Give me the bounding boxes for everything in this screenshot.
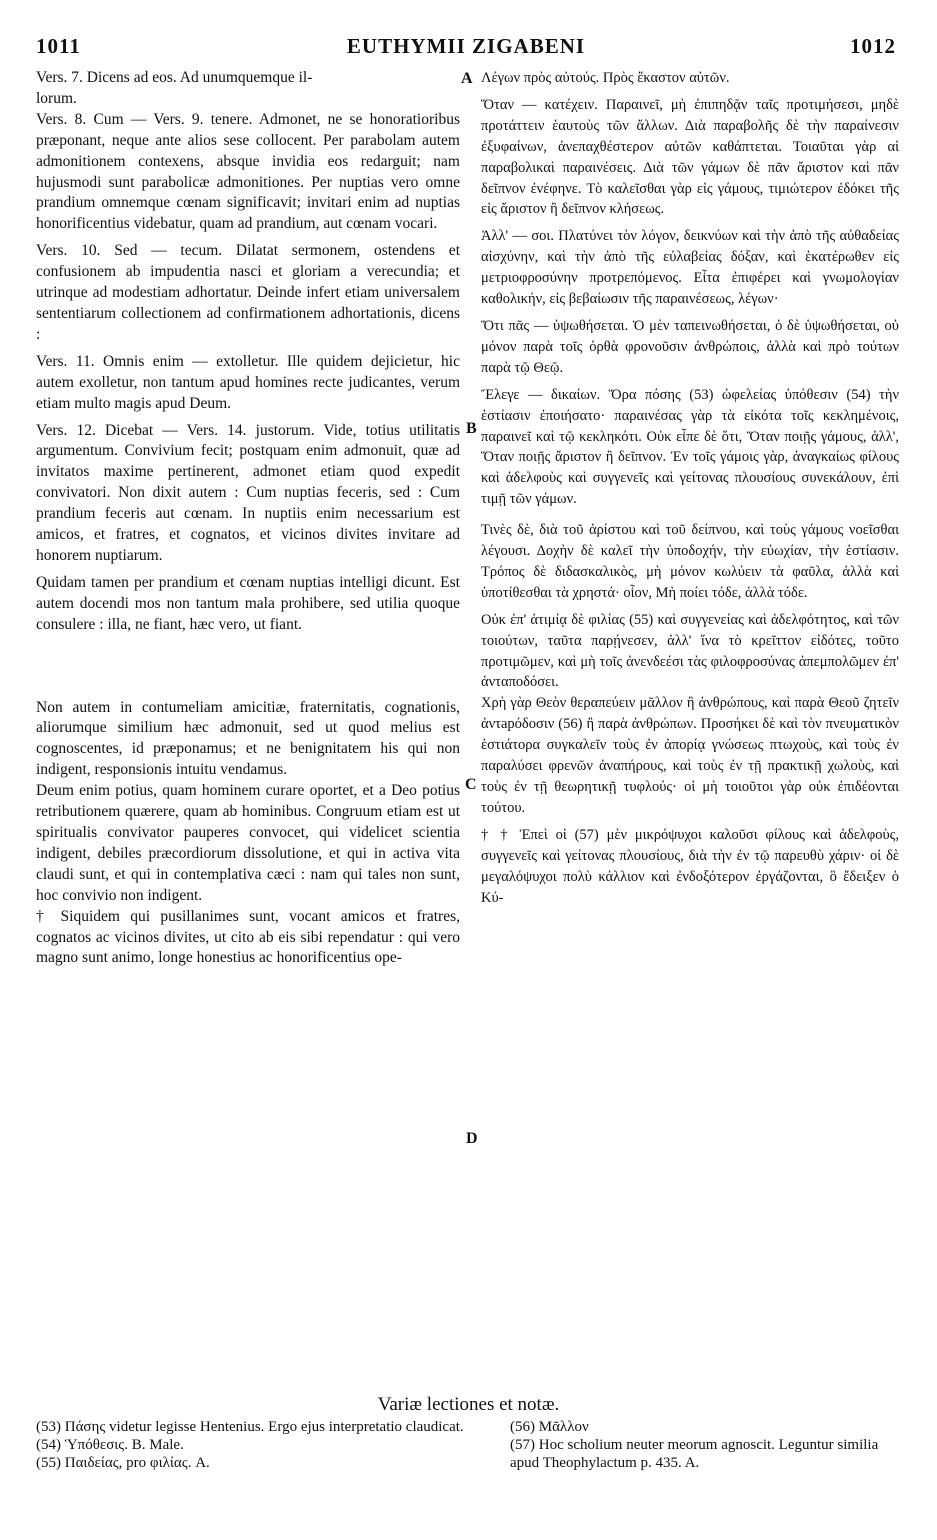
margin-letter-c: C [465, 776, 477, 793]
greek-column [481, 68, 899, 908]
latin-paragraph: Vers. 10. Sed — tecum. Dilatat sermonem, ostendens et confusionem ab impudentia nasci et gloriam a verecundia; et utrinque ad modestiam adhortatur. Deinde infert etiam universalem sententiarum collectionem ad confirmationem adhortationis, dicens : [36, 242, 460, 343]
greek-paragraph: Ὅτι πᾶς — ὑψωθήσεται. Ὁ μὲν ταπεινωθήσεται, ὁ δὲ ὑψωθήσεται, οὐ μόνον παρὰ τοῖς ὀρθὰ φρονοῦσιν ἀνθρώποις, ἀλλὰ καὶ πρὸ τούτων παρὰ τῷ Θεῷ. [481, 317, 899, 376]
page-number-right: 1012 [850, 34, 896, 58]
latin-paragraph: † Siquidem qui pusillanimes sunt, vocant amicos et fratres, cognatos ac vicinos divites, ut cito ab eis sibi rependatur : qui vero magno sunt animo, longe honestius ac honorificentius ope- [36, 907, 460, 967]
margin-letter-d: D [466, 1130, 478, 1147]
footnote-55: (55) Παιδείας, pro φιλίας. A. [36, 1455, 210, 1471]
latin-paragraph: Non autem in contumeliam amicitiæ, fraternitatis, cognationis, aliorumque similium hæc admonuit, sed ut quod melius est cognoscentes, id præponamus; et ne benignitatem his qui non indigent, responsionis intuitu vendamus. [36, 698, 460, 779]
latin-paragraph: Vers. 7. Dicens ad eos. Ad unumquemque il- [36, 69, 313, 86]
latin-paragraph: Vers. 11. Omnis enim — extolletur. Ille quidem dejicietur, hic autem exolletur, non tantum apud homines recte judicantes, verum etiam multo magis apud Deum. [36, 352, 460, 412]
greek-paragraph: Οὐκ ἐπ' ἀτιμίᾳ δὲ φιλίας (55) καὶ συγγενείας καὶ ἀδελφότητος, καὶ τῶν τοιούτων, ταῦτα παρῄνεσεν, ἀλλ' ἵνα τὸ κρεῖττον εἰδότες, τοῦτο προτιμῶμεν, καὶ μὴ τοῖς ἀνενδεέσι τὰς φιλοφροσύνας ἀπεμπολῶμεν ἐπ' ἀνταποδόσει. [481, 611, 899, 691]
latin-paragraph: Quidam tamen per prandium et cœnam nuptias intelligi dicunt. Est autem docendi mos non tantum mala prohibere, sed utilia quoque consulere : illa, ne fiant, hæc vero, ut fiant. [36, 573, 460, 633]
greek-paragraph: Χρὴ γὰρ Θεὸν θεραπεύειν μᾶλλον ἢ ἀνθρώπους, καὶ παρὰ Θεοῦ ζητεῖν ἀντapόδοσιν (56) ἢ παρὰ ἀνθρώπων. Προσήκει δὲ καὶ τὸν πνευματικὸν ἑστιάτορα συγκαλεῖν τοὺς ἐν ἀπορίᾳ γνώσεως πτωχοὺς, καὶ τοὺς ἐν παραλύσει φρενῶν ἀναπήρους, καὶ τοὺς ἐν τῇ πρακτικῇ χωλοὺς, καὶ τοὺς ἐν τῇ θεωρητικῇ τυφλούς· οἱ μὴ τοιοῦτοι γὰρ οὐκ ἐπιδέονται τούτου. [481, 695, 899, 816]
footnote-53: (53) Πάσης videtur legisse Hentenius. Ergo ejus interpretatio claudicat. [36, 1419, 464, 1435]
notes-right-column [510, 1418, 900, 1472]
notes-left-column [36, 1418, 466, 1472]
latin-paragraph: lorum. [36, 89, 77, 107]
greek-paragraph: † † Ἐπεὶ οἱ (57) μὲν μικρόψυχοι καλοῦσι φίλους καὶ ἀδελφοὺς, συγγενεῖς καὶ γείτονας πλουσίους, διὰ τὴν ἐν τῷ παρευθὺ χάριν· οἱ δὲ μεγαλόψυχοι πολὺ κάλλιον καὶ ἐνδοξότερον ἐργάζονται, ὃ ἔδειξεν ὁ Κύ- [481, 826, 899, 906]
latin-paragraph: Vers. 12. Dicebat — Vers. 14. justorum. Vide, totius utilitatis argumentum. Convivium fecit; postquam enim admonuit, quæ ad invitatos maxime pertinerent, admonet etiam quod expedit convivatori. Non dixit autem : Cum nuptias feceris, sed : Cum prandium feceris aut cœnam. In nuptiis enim necessarium est amicos, et fratres, et cognatos, et vicinos divites invitare ad honorem nuptiarum. [36, 421, 460, 564]
latin-column [36, 68, 460, 969]
greek-paragraph: Ἀλλ' — σοι. Πλατύνει τὸν λόγον, δεικνύων καὶ τὴν ἀπὸ τῆς αὐθαδείας αἰσχύνην, καὶ τὴν ἀπὸ τῆς εὐλαβείας δόξαν, καὶ ἑκατέρωθεν εἰς μετριοφροσύνην προτρεπόμενος. Εἶτα ἐπιφέρει καὶ γνωμολογίαν καθολικήν, εἰς βεβαίωσιν τῆς παραινέσεως, λέγων· [481, 228, 899, 308]
footnote-54: (54) Ὑπόθεσις. B. Male. [36, 1437, 184, 1453]
margin-letter-a: A [461, 70, 473, 87]
page-number-left: 1011 [36, 34, 81, 58]
notes-heading: Variæ lectiones et notæ. [377, 1394, 560, 1415]
footnote-56: (56) Μᾶλλον [510, 1419, 589, 1435]
running-title: EUTHYMII ZIGABENI [346, 34, 586, 58]
latin-paragraph: Deum enim potius, quam hominem curare oportet, et a Deo potius retributionem quærere, quam ab hominibus. Congruum etiam est ut spiritualis convivator pauperes convocet, qui videlicet scientia indigent, debiles præcordiorum dissolutione, et qui in activa vita claudi sunt, et qui in contemplativa cæci : nam qui tales non sunt, hoc convivio non indigent. [36, 782, 460, 904]
greek-paragraph: Τινὲς δὲ, διὰ τοῦ ἀρίστου καὶ τοῦ δείπνου, καὶ τοὺς γάμους νοεῖσθαι λέγουσι. Δοχὴν δὲ καλεῖ τὴν ὑποδοχήν, τὴν εὐωχίαν, τὴν ἑστίασιν. Τρόπος δὲ διδασκαλικὸς, μὴ μόνον κωλύειν τὰ φαῦλα, ἀλλὰ καὶ ὑποτίθεσθαι τὰ χρηστά· οἷον, Μὴ ποίει τόδε, ἀλλὰ τόδε. [481, 522, 899, 601]
greek-paragraph: Λέγων πρὸς αὐτούς. Πρὸς ἕκαστον αὐτῶν. [481, 70, 730, 86]
page-header [36, 34, 896, 60]
latin-paragraph: Vers. 8. Cum — Vers. 9. tenere. Admonet, ne se honoratioribus præponant, neque ante alios sese collocent. Per parabolam autem admonitionem contexens, absque invidia eos redarguit; nam hujusmodi sunt parabolicæ admonitiones. Per nuptias vero omne prandium omnemque cœnam significavit; invitari enim ad nuptias honorificentius videbatur, quam ad prandium, aut cœnam vocari. [36, 110, 460, 233]
footnote-57: (57) Hoc scholium neuter meorum agnoscit. Leguntur similia apud Theophylactum p. 435. A. [510, 1437, 879, 1471]
margin-letter-b: B [466, 420, 477, 437]
greek-paragraph: Ἔλεγε — δικαίων. Ὅρα πόσης (53) ὠφελείας ὑπόθεσιν (54) τὴν ἑστίασιν ἐποιήσατο· παραινέσας γὰρ τὰ εἰκότα τοῖς κεκλημένοις, παραινεῖ καὶ τῷ κεκληκότι. Οὐκ εἶπε δὲ ὅτι, Ὅταν ποιῇς γάμους, ἀλλ', Ὅταν ποιῇς ἄριστον ἢ δεῖπνον. Ἐν τοῖς γάμοις γὰρ, ἀναγκαίως φίλους καὶ ἀδελφοὺς καὶ συγγενεῖς καὶ γείτονας πλουσίους συνεκάλουν, ἐπὶ τιμῇ τῶν γάμων. [481, 386, 899, 508]
greek-paragraph: Ὅταν — κατέχειν. Παραινεῖ, μὴ ἐπιπηδᾷν ταῖς προτιμήσεσι, μηδὲ προτάττειν ἑαυτοὺς τῶν ἄλλων. Διὰ παραβολῆς δὲ τὴν παραίνεσιν ἐξυφαίνων, ἀνεπαχθέστερον αὐτῶν καθάπτεται. Τοιαῦται γὰρ αἱ παραβολικαὶ παραινέσεις. Διὰ τῶν γάμων δὲ πᾶν ἄριστον καὶ πᾶν δεῖπνον ἐνέφηνε. Τὸ καλεῖσθαι γὰρ εἰς γάμους, τιμιώτερον ἐδόκει τῆς εἰς ἄριστον ἢ δεῖπνον κλήσεως. [481, 96, 899, 218]
